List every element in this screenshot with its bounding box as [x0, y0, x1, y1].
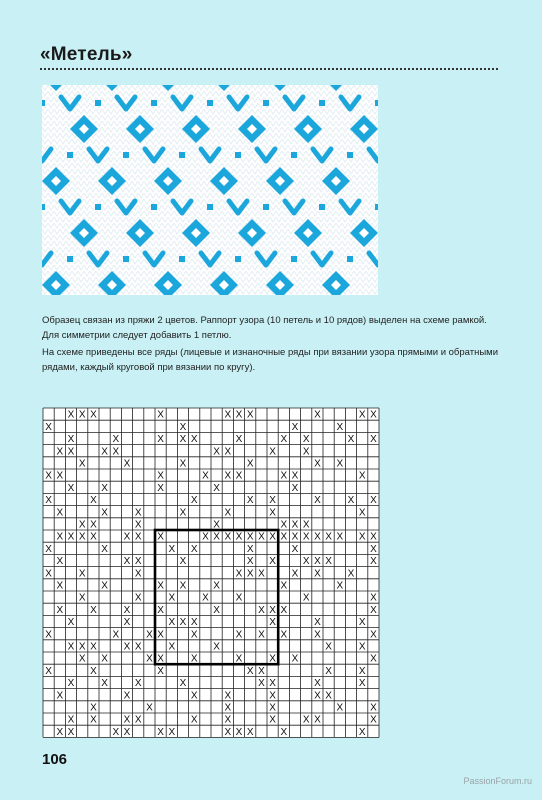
- chart-stitch-symbol: X: [78, 641, 86, 653]
- chart-stitch-symbol: X: [269, 702, 276, 714]
- chart-stitch-symbol: X: [258, 678, 265, 690]
- chart-stitch-symbol: X: [302, 446, 310, 458]
- chart-stitch-symbol: X: [358, 409, 366, 421]
- chart-stitch-symbol: X: [358, 470, 366, 482]
- chart-stitch-symbol: X: [123, 641, 131, 653]
- chart-stitch-symbol: X: [157, 726, 164, 738]
- chart-stitch-symbol: X: [202, 531, 209, 543]
- chart-stitch-symbol: X: [302, 592, 310, 604]
- chart-stitch-symbol: X: [325, 690, 332, 702]
- chart-stitch-symbol: X: [314, 495, 321, 507]
- chart-stitch-symbol: X: [134, 519, 142, 531]
- chart-stitch-symbol: X: [213, 446, 220, 458]
- chart-stitch-symbol: X: [157, 653, 164, 665]
- chart-stitch-symbol: X: [56, 690, 64, 702]
- chart-stitch-symbol: X: [67, 678, 75, 690]
- chart-stitch-symbol: X: [280, 470, 288, 482]
- sample-dot-motif: [123, 256, 129, 262]
- chart-stitch-symbol: X: [101, 580, 108, 592]
- chart-stitch-symbol: X: [235, 726, 243, 738]
- chart-stitch-symbol: X: [325, 556, 332, 568]
- sample-dot-motif: [207, 204, 213, 210]
- chart-stitch-symbol: X: [67, 446, 75, 458]
- sample-dot-motif: [67, 256, 73, 262]
- chart-stitch-symbol: X: [291, 653, 299, 665]
- chart-stitch-symbol: X: [291, 568, 299, 580]
- chart-stitch-symbol: X: [291, 470, 299, 482]
- sample-dot-motif: [179, 256, 185, 262]
- sample-dot-motif: [207, 100, 213, 106]
- chart-stitch-symbol: X: [224, 507, 232, 519]
- chart-stitch-symbol: X: [269, 446, 276, 458]
- chart-stitch-symbol: X: [269, 507, 276, 519]
- chart-stitch-symbol: X: [179, 617, 187, 629]
- chart-note-paragraph: На схеме приведены все ряды (лицевые и изнаночные ряды при вязании узора прямыми и обратными рядами, каждый круговой при вязании по кругу).: [42, 347, 498, 373]
- chart-stitch-symbol: X: [358, 665, 366, 677]
- chart-stitch-symbol: X: [56, 726, 64, 738]
- chart-stitch-symbol: X: [168, 617, 176, 629]
- chart-stitch-symbol: X: [258, 665, 265, 677]
- chart-stitch-symbol: X: [168, 592, 176, 604]
- chart-stitch-symbol: X: [258, 568, 265, 580]
- chart-stitch-symbol: X: [347, 495, 355, 507]
- chart-stitch-symbol: X: [56, 604, 64, 616]
- sample-dot-motif: [375, 100, 378, 106]
- chart-stitch-symbol: X: [370, 556, 377, 568]
- chart-stitch-symbol: X: [235, 409, 243, 421]
- chart-stitch-symbol: X: [101, 507, 108, 519]
- chart-stitch-symbol: X: [302, 434, 310, 446]
- chart-stitch-symbol: X: [370, 653, 377, 665]
- chart-stitch-symbol: X: [45, 629, 52, 641]
- chart-stitch-symbol: X: [179, 507, 187, 519]
- chart-stitch-symbol: X: [134, 641, 142, 653]
- chart-stitch-symbol: X: [90, 519, 97, 531]
- chart-stitch-symbol: X: [246, 409, 254, 421]
- chart-stitch-symbol: X: [280, 580, 288, 592]
- description-paragraph: Образец связан из пряжи 2 цветов. Раппорт узора (10 петель и 10 рядов) выделен на схеме рамкой. Для симметрии следует добавить 1 петлю.: [42, 315, 487, 341]
- chart-stitch-symbol: X: [67, 482, 75, 494]
- chart-stitch-symbol: X: [112, 726, 120, 738]
- chart-stitch-symbol: X: [336, 580, 344, 592]
- chart-stitch-symbol: X: [213, 482, 220, 494]
- chart-stitch-symbol: X: [235, 470, 243, 482]
- chart-stitch-symbol: X: [123, 690, 131, 702]
- chart-stitch-symbol: X: [134, 568, 142, 580]
- sample-dot-motif: [42, 100, 45, 106]
- chart-stitch-symbol: X: [370, 702, 377, 714]
- chart-stitch-symbol: X: [134, 678, 142, 690]
- chart-stitch-symbol: X: [291, 543, 299, 555]
- chart-stitch-symbol: X: [269, 531, 276, 543]
- chart-stitch-symbol: X: [370, 543, 377, 555]
- chart-stitch-symbol: X: [370, 409, 377, 421]
- chart-stitch-symbol: X: [347, 568, 355, 580]
- sample-dot-motif: [235, 152, 241, 158]
- chart-stitch-symbol: X: [336, 702, 344, 714]
- chart-stitch-symbol: X: [168, 641, 176, 653]
- chart-stitch-symbol: X: [269, 653, 276, 665]
- chart-stitch-symbol: X: [314, 629, 321, 641]
- chart-stitch-symbol: X: [358, 641, 366, 653]
- chart-stitch-symbol: X: [258, 531, 265, 543]
- sample-dot-motif: [151, 204, 157, 210]
- chart-stitch-symbol: X: [123, 726, 131, 738]
- chart-stitch-symbol: X: [246, 568, 254, 580]
- chart-stitch-symbol: X: [224, 531, 232, 543]
- chart-stitch-symbol: X: [45, 543, 52, 555]
- chart-stitch-symbol: X: [224, 714, 232, 726]
- chart-stitch-symbol: X: [314, 617, 321, 629]
- chart-stitch-symbol: X: [56, 507, 64, 519]
- chart-stitch-symbol: X: [190, 690, 198, 702]
- chart-stitch-symbol: X: [314, 409, 321, 421]
- chart-stitch-symbol: X: [224, 409, 232, 421]
- chart-stitch-symbol: X: [45, 495, 52, 507]
- chart-stitch-symbol: X: [101, 653, 108, 665]
- chart-stitch-symbol: X: [280, 726, 288, 738]
- chart-stitch-symbol: X: [280, 629, 288, 641]
- chart-stitch-symbol: X: [370, 629, 377, 641]
- sample-dot-motif: [235, 256, 241, 262]
- chart-stitch-symbol: X: [45, 421, 52, 433]
- chart-stitch-symbol: X: [45, 568, 52, 580]
- chart-stitch-symbol: X: [358, 507, 366, 519]
- chart-stitch-symbol: X: [190, 653, 198, 665]
- chart-stitch-symbol: X: [213, 580, 220, 592]
- chart-stitch-symbol: X: [157, 470, 164, 482]
- chart-stitch-symbol: X: [224, 726, 232, 738]
- chart-stitch-symbol: X: [101, 678, 108, 690]
- chart-stitch-symbol: X: [56, 556, 64, 568]
- chart-stitch-symbol: X: [336, 531, 344, 543]
- chart-stitch-symbol: X: [112, 434, 120, 446]
- chart-stitch-symbol: X: [190, 434, 198, 446]
- chart-stitch-symbol: X: [370, 531, 377, 543]
- chart-stitch-symbol: X: [134, 556, 142, 568]
- chart-stitch-symbol: X: [78, 592, 86, 604]
- chart-stitch-symbol: X: [325, 641, 332, 653]
- chart-stitch-symbol: X: [325, 665, 332, 677]
- chart-stitch-symbol: X: [190, 543, 198, 555]
- chart-stitch-symbol: X: [112, 446, 120, 458]
- chart-stitch-symbol: X: [56, 580, 64, 592]
- chart-stitch-symbol: X: [291, 531, 299, 543]
- chart-stitch-symbol: X: [123, 714, 131, 726]
- chart-stitch-symbol: X: [168, 543, 176, 555]
- chart-stitch-symbol: X: [146, 702, 153, 714]
- chart-stitch-symbol: X: [213, 641, 220, 653]
- chart-stitch-symbol: X: [190, 629, 198, 641]
- chart-stitch-symbol: X: [291, 519, 299, 531]
- chart-stitch-symbol: X: [101, 482, 108, 494]
- chart-stitch-symbol: X: [179, 678, 187, 690]
- chart-stitch-symbol: X: [269, 495, 276, 507]
- chart-stitch-symbol: X: [56, 470, 64, 482]
- sample-dot-motif: [263, 100, 269, 106]
- chart-stitch-symbol: X: [168, 726, 176, 738]
- chart-stitch-symbol: X: [157, 665, 164, 677]
- chart-stitch-symbol: X: [101, 446, 108, 458]
- chart-stitch-symbol: X: [302, 556, 310, 568]
- chart-stitch-symbol: X: [336, 458, 344, 470]
- title-divider: [40, 68, 498, 70]
- page-title: «Метель»: [40, 44, 133, 65]
- sample-dot-motif: [319, 204, 325, 210]
- chart-stitch-symbol: X: [78, 653, 86, 665]
- chart-stitch-symbol: X: [224, 702, 232, 714]
- sample-dot-motif: [319, 100, 325, 106]
- chart-stitch-symbol: X: [78, 458, 86, 470]
- chart-stitch-symbol: X: [325, 531, 332, 543]
- sample-dot-motif: [151, 100, 157, 106]
- chart-stitch-symbol: X: [67, 434, 75, 446]
- chart-stitch-symbol: X: [224, 446, 232, 458]
- sample-dot-motif: [67, 152, 73, 158]
- chart-stitch-symbol: X: [246, 531, 254, 543]
- chart-stitch-symbol: X: [112, 629, 120, 641]
- chart-stitch-symbol: X: [123, 556, 131, 568]
- knitting-chart: [42, 407, 380, 738]
- chart-stitch-symbol: X: [269, 604, 276, 616]
- chart-stitch-symbol: X: [280, 519, 288, 531]
- chart-stitch-symbol: X: [90, 495, 97, 507]
- knitted-sample-image: [42, 85, 378, 295]
- sample-dot-motif: [42, 204, 45, 210]
- chart-stitch-symbol: X: [45, 665, 52, 677]
- chart-stitch-symbol: X: [291, 482, 299, 494]
- chart-stitch-symbol: X: [157, 604, 164, 616]
- chart-stitch-symbol: X: [302, 531, 310, 543]
- chart-stitch-symbol: X: [123, 604, 131, 616]
- chart-stitch-symbol: X: [358, 678, 366, 690]
- chart-stitch-symbol: X: [190, 617, 198, 629]
- chart-stitch-symbol: X: [235, 568, 243, 580]
- chart-stitch-symbol: X: [90, 665, 97, 677]
- chart-stitch-symbol: X: [347, 434, 355, 446]
- chart-stitch-symbol: X: [202, 592, 209, 604]
- sample-dot-motif: [179, 152, 185, 158]
- chart-stitch-symbol: X: [291, 421, 299, 433]
- chart-stitch-symbol: X: [123, 531, 131, 543]
- chart-stitch-symbol: X: [134, 714, 142, 726]
- chart-stitch-symbol: X: [235, 434, 243, 446]
- chart-stitch-symbol: X: [67, 531, 75, 543]
- sample-dot-motif: [347, 256, 353, 262]
- chart-stitch-symbol: X: [280, 604, 288, 616]
- chart-stitch-symbol: X: [90, 409, 97, 421]
- chart-stitch-symbol: X: [90, 604, 97, 616]
- sample-dot-motif: [95, 204, 101, 210]
- chart-stitch-symbol: X: [56, 531, 64, 543]
- sample-dot-motif: [375, 204, 378, 210]
- chart-stitch-symbol: X: [123, 458, 131, 470]
- chart-stitch-symbol: X: [179, 421, 187, 433]
- chart-stitch-symbol: X: [67, 726, 75, 738]
- chart-stitch-symbol: X: [370, 604, 377, 616]
- chart-stitch-symbol: X: [280, 434, 288, 446]
- chart-stitch-symbol: X: [157, 409, 164, 421]
- chart-stitch-symbol: X: [202, 470, 209, 482]
- chart-stitch-symbol: X: [157, 629, 164, 641]
- chart-stitch-symbol: X: [269, 678, 276, 690]
- chart-stitch-symbol: X: [314, 568, 321, 580]
- chart-stitch-symbol: X: [45, 470, 52, 482]
- chart-stitch-symbol: X: [269, 556, 276, 568]
- chart-stitch-symbol: X: [314, 690, 321, 702]
- chart-stitch-symbol: X: [67, 617, 75, 629]
- chart-stitch-symbol: X: [370, 714, 377, 726]
- chart-stitch-symbol: X: [90, 714, 97, 726]
- chart-stitch-symbol: X: [258, 604, 265, 616]
- chart-stitch-symbol: X: [246, 556, 254, 568]
- chart-stitch-symbol: X: [213, 519, 220, 531]
- chart-stitch-symbol: X: [78, 519, 86, 531]
- chart-stitch-symbol: X: [235, 592, 243, 604]
- chart-stitch-symbol: X: [302, 714, 310, 726]
- chart-stitch-symbol: X: [179, 556, 187, 568]
- chart-stitch-symbol: X: [67, 714, 75, 726]
- chart-stitch-symbol: X: [314, 531, 321, 543]
- chart-stitch-symbol: X: [213, 531, 220, 543]
- chart-stitch-symbol: X: [258, 629, 265, 641]
- chart-stitch-symbol: X: [146, 629, 153, 641]
- chart-stitch-symbol: X: [246, 458, 254, 470]
- chart-stitch-symbol: X: [67, 641, 75, 653]
- chart-stitch-symbol: X: [90, 702, 97, 714]
- chart-stitch-symbol: X: [370, 434, 377, 446]
- sample-dot-motif: [291, 152, 297, 158]
- chart-stitch-symbol: X: [314, 556, 321, 568]
- page-number: 106: [42, 751, 68, 768]
- chart-stitch-symbol: X: [235, 629, 243, 641]
- chart-stitch-symbol: X: [358, 726, 366, 738]
- chart-stitch-symbol: X: [246, 543, 254, 555]
- chart-stitch-symbol: X: [269, 714, 276, 726]
- chart-stitch-symbol: X: [157, 531, 164, 543]
- chart-stitch-symbol: X: [190, 495, 198, 507]
- sample-dot-motif: [95, 100, 101, 106]
- chart-stitch-symbol: X: [314, 678, 321, 690]
- chart-stitch-symbol: X: [134, 531, 142, 543]
- chart-stitch-symbol: X: [336, 421, 344, 433]
- chart-stitch-symbol: X: [302, 519, 310, 531]
- watermark: PassionForum.ru: [463, 776, 532, 786]
- chart-stitch-symbol: X: [101, 543, 108, 555]
- chart-stitch-symbol: X: [358, 531, 366, 543]
- chart-stitch-symbol: X: [235, 653, 243, 665]
- chart-stitch-symbol: X: [358, 617, 366, 629]
- chart-stitch-symbol: X: [134, 592, 142, 604]
- chart-stitch-symbol: X: [123, 617, 131, 629]
- chart-stitch-symbol: X: [280, 531, 288, 543]
- chart-stitch-symbol: X: [78, 531, 86, 543]
- chart-stitch-symbol: X: [370, 592, 377, 604]
- sample-dot-motif: [123, 152, 129, 158]
- chart-stitch-symbol: X: [67, 409, 75, 421]
- chart-stitch-symbol: X: [190, 714, 198, 726]
- chart-stitch-symbol: X: [314, 458, 321, 470]
- chart-stitch-symbol: X: [90, 531, 97, 543]
- chart-stitch-symbol: X: [370, 495, 377, 507]
- chart-stitch-symbol: X: [157, 434, 164, 446]
- chart-stitch-symbol: X: [157, 482, 164, 494]
- chart-stitch-symbol: X: [246, 665, 254, 677]
- chart-stitch-symbol: X: [314, 714, 321, 726]
- chart-stitch-symbol: X: [246, 495, 254, 507]
- chart-stitch-symbol: X: [179, 434, 187, 446]
- chart-stitch-symbol: X: [235, 531, 243, 543]
- sample-dot-motif: [263, 204, 269, 210]
- sample-dot-motif: [291, 256, 297, 262]
- chart-stitch-symbol: X: [246, 726, 254, 738]
- chart-stitch-symbol: X: [269, 690, 276, 702]
- chart-stitch-symbol: X: [179, 580, 187, 592]
- chart-stitch-symbol: X: [157, 580, 164, 592]
- chart-stitch-symbol: X: [224, 470, 232, 482]
- chart-stitch-symbol: X: [269, 617, 276, 629]
- chart-stitch-symbol: X: [179, 458, 187, 470]
- chart-stitch-symbol: X: [224, 690, 232, 702]
- chart-stitch-symbol: X: [56, 446, 64, 458]
- chart-stitch-symbol: X: [134, 507, 142, 519]
- sample-dot-motif: [347, 152, 353, 158]
- chart-stitch-symbol: X: [90, 641, 97, 653]
- chart-stitch-symbol: X: [78, 568, 86, 580]
- chart-stitch-symbol: X: [78, 409, 86, 421]
- chart-stitch-symbol: X: [213, 604, 220, 616]
- chart-stitch-symbol: X: [146, 653, 153, 665]
